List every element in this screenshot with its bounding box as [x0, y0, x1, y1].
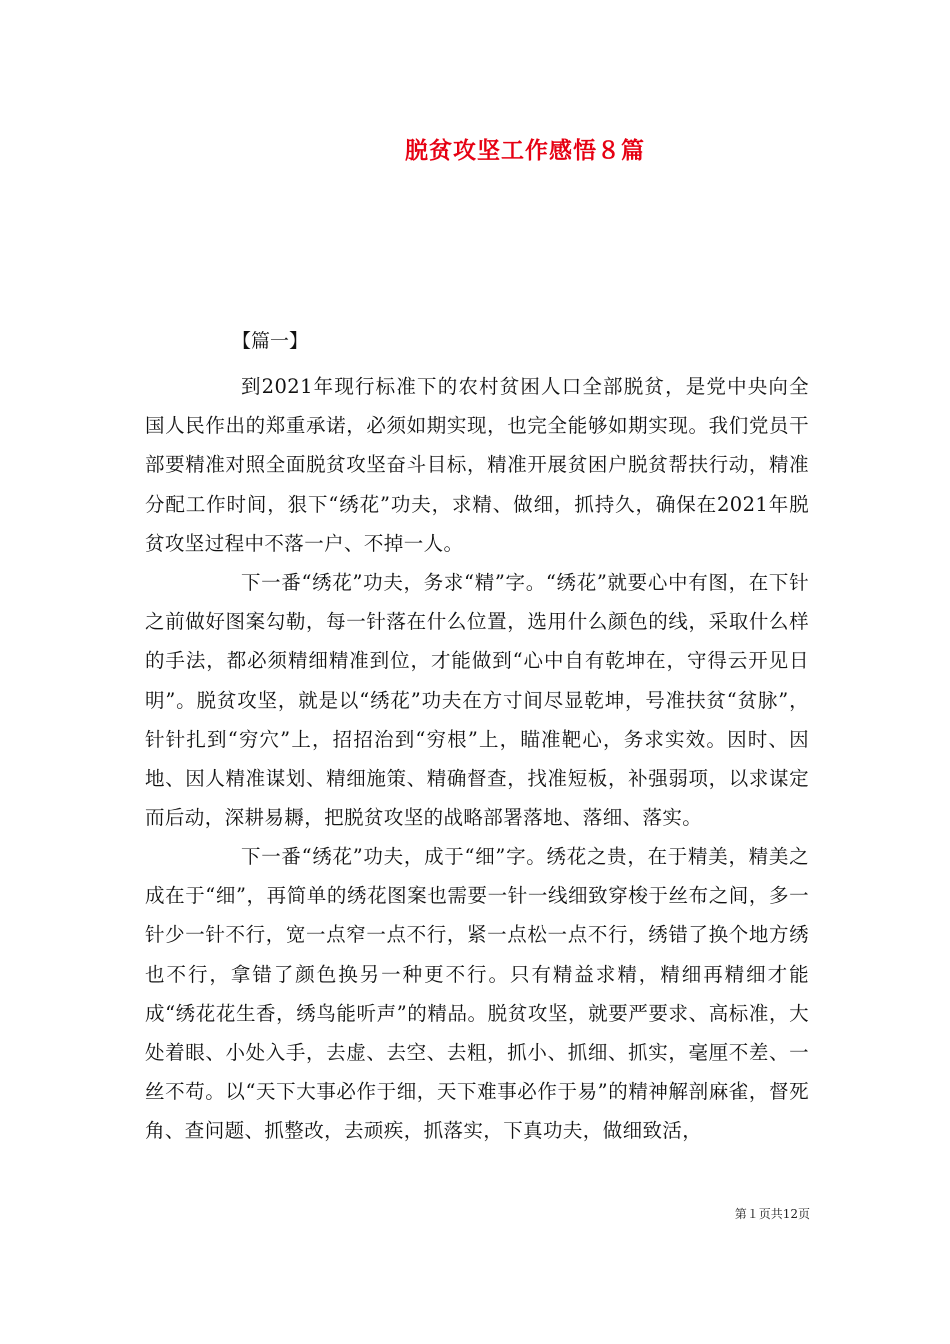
document-body	[145, 367, 809, 1151]
page-number: 第１页共12页	[734, 1207, 810, 1221]
document-title: 脱贫攻坚工作感悟８篇	[405, 137, 645, 164]
paragraph-1: 到2021年现行标准下的农村贫困人口全部脱贫，是党中央向全国人民作出的郑重承诺，必须如期实现，也完全能够如期实现。我们党员干部要精准对照全面脱贫攻坚奋斗目标，精准开展贫困户脱贫帮扶行动，精准分配工作时间，狠下“绣花”功夫，求精、做细，抓持久，确保在2021年脱贫攻坚过程中不落一户、不掉一人。	[145, 375, 809, 555]
paragraph-3: 下一番“绣花”功夫，成于“细”字。绣花之贵，在于精美，精美之成在于“细”，再简单的绣花图案也需要一针一线细致穿梭于丝布之间，多一针少一针不行，宽一点窄一点不行，紧一点松一点不行，绣错了换个地方绣也不行，拿错了颜色换另一种更不行。只有精益求精，精细再精细才能成“绣花花生香，绣鸟能听声”的精品。脱贫攻坚，就要严要求、高标准，大处着眼、小处入手，去虚、去空、去粗，抓小、抓细、抓实，毫厘不差、一丝不苟。以“天下大事必作于细，天下难事必作于易”的精神解剖麻雀，督死角、查问题、抓整改，去顽疾，抓落实，下真功夫，做细致活，	[145, 845, 809, 1143]
paragraph-2: 下一番“绣花”功夫，务求“精”字。“绣花”就要心中有图，在下针之前做好图案勾勒，每一针落在什么位置，选用什么颜色的线，采取什么样的手法，都必须精细精准到位，才能做到“心中自有乾坤在，守得云开见日明”。脱贫攻坚，就是以“绣花”功夫在方寸间尽显乾坤，号准扶贫“贫脉”，针针扎到“穷穴”上，招招治到“穷根”上，瞄准靶心，务求实效。因时、因地、因人精准谋划、精细施策、精确督查，找准短板，补强弱项，以求谋定而后动，深耕易耨，把脱贫攻坚的战略部署落地、落细、落实。	[145, 571, 809, 830]
section-label: 【篇一】	[232, 330, 309, 352]
